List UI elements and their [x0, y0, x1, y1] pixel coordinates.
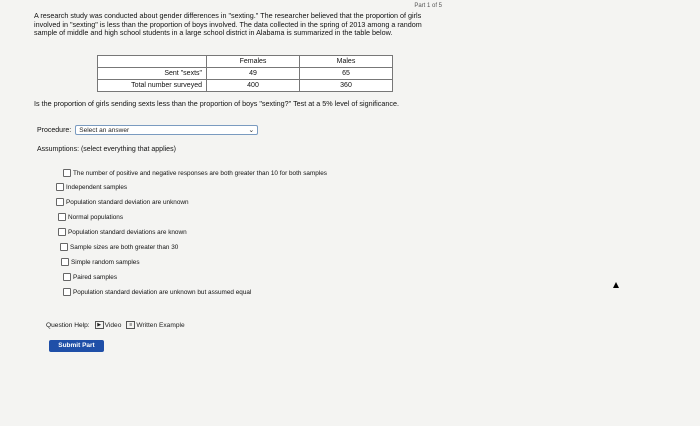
checkbox[interactable]	[56, 183, 64, 191]
assumption-label: Independent samples	[66, 183, 128, 191]
checkbox[interactable]	[63, 273, 71, 281]
assumption-option[interactable]	[60, 243, 178, 251]
checkbox[interactable]	[63, 169, 71, 177]
written-example-link[interactable]	[126, 321, 184, 329]
assumption-option[interactable]	[61, 258, 140, 266]
procedure-select[interactable]	[75, 125, 258, 135]
assumption-option[interactable]	[63, 288, 251, 296]
assumption-option[interactable]	[63, 169, 327, 177]
table-cell: 49	[207, 68, 300, 80]
part-label: Part 1 of 5	[414, 3, 442, 9]
problem-statement: A research study was conducted about gender differences in "sexting." The researcher believed that the proportion of girls involved in "sexting" is less than the proportion of boys involved. The data collected in the spring of 2013 among a random sample of middle and high school students in a large school district in Alabama is summarized in the table below.	[34, 11, 422, 38]
table-row	[98, 80, 393, 92]
assumption-label: Population standard deviations are known	[68, 228, 187, 236]
assumption-option[interactable]	[58, 228, 187, 236]
video-link[interactable]	[95, 321, 122, 329]
submit-part-button[interactable]: Submit Part	[49, 340, 104, 352]
table-header-row	[98, 56, 393, 68]
checkbox[interactable]	[58, 213, 66, 221]
data-table	[97, 55, 393, 92]
question-help-label: Question Help:	[46, 321, 90, 329]
assumptions-heading: Assumptions: (select everything that applies)	[37, 146, 176, 153]
procedure-label: Procedure:	[37, 126, 72, 134]
assumption-label: Normal populations	[68, 213, 124, 221]
assumption-option[interactable]	[58, 213, 123, 221]
assumption-label: Population standard deviation are unknown but assumed equal	[73, 288, 252, 296]
assumption-label: Simple random samples	[71, 258, 140, 266]
checkbox[interactable]	[58, 228, 66, 236]
table-row	[98, 68, 393, 80]
video-icon: ▶	[95, 321, 104, 329]
table-cell: 65	[300, 68, 393, 80]
question-text: Is the proportion of girls sending sexts less than the proportion of boys "sexting?" Test at a 5% level of significance.	[34, 99, 399, 108]
table-row-label: Sent "sexts"	[98, 68, 207, 80]
table-row-label: Total number surveyed	[98, 80, 207, 92]
document-icon: ≡	[126, 321, 135, 329]
table-cell: 360	[300, 80, 393, 92]
assumption-label: Sample sizes are both greater than 30	[70, 243, 179, 251]
question-help	[46, 321, 185, 329]
checkbox[interactable]	[56, 198, 64, 206]
checkbox[interactable]	[61, 258, 69, 266]
assumption-label: Paired samples	[73, 273, 118, 281]
table-header-cell: Males	[300, 56, 393, 68]
assumption-label: The number of positive and negative responses are both greater than 10 for both samples	[73, 169, 328, 177]
assumption-option[interactable]	[56, 183, 127, 191]
written-example-label: Written Example	[136, 321, 185, 329]
table-header-cell: Females	[207, 56, 300, 68]
procedure-select-value: Select an answer	[79, 127, 130, 134]
video-link-label: Video	[104, 321, 122, 329]
assumption-option[interactable]	[63, 273, 117, 281]
chevron-down-icon: ⌄	[248, 127, 255, 134]
assumption-label: Population standard deviation are unknown	[66, 198, 189, 206]
mouse-cursor-icon	[613, 282, 619, 288]
checkbox[interactable]	[60, 243, 68, 251]
table-cell: 400	[207, 80, 300, 92]
table-header-cell	[98, 56, 207, 68]
assumption-option[interactable]	[56, 198, 189, 206]
checkbox[interactable]	[63, 288, 71, 296]
procedure-row	[37, 125, 258, 135]
